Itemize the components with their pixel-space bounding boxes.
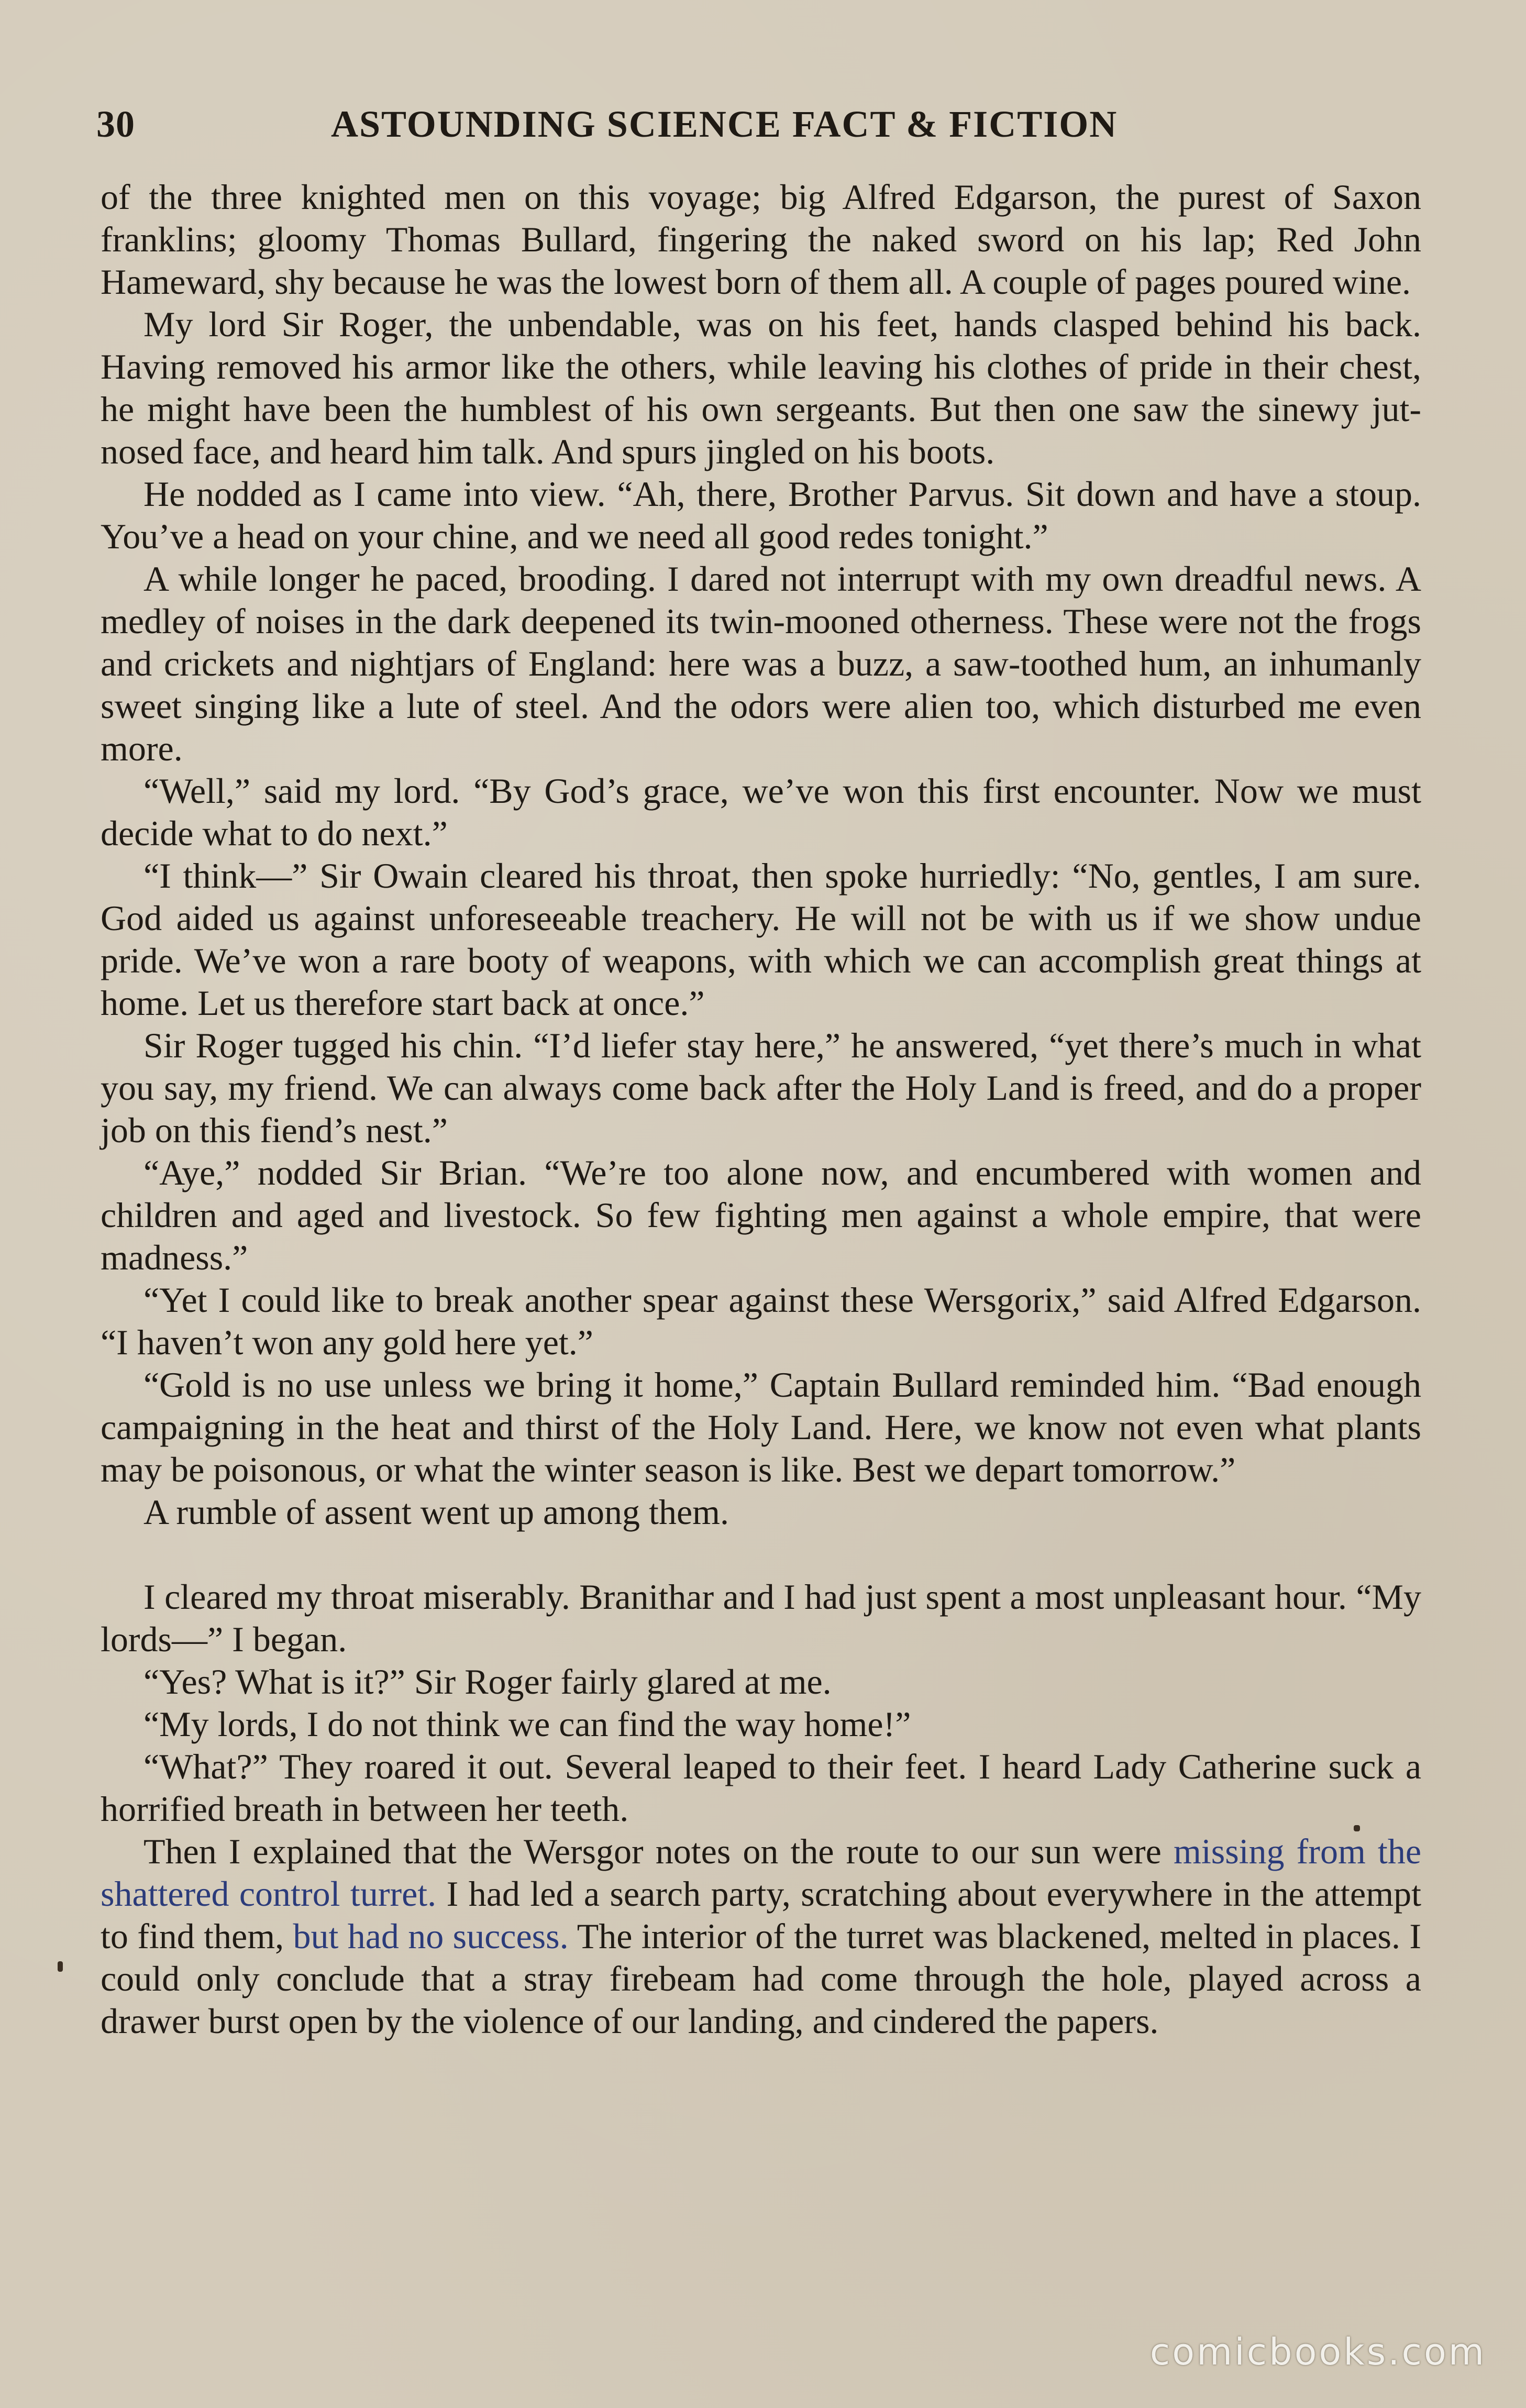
watermark: comicbooks.com (1149, 2330, 1486, 2373)
paragraph: “Yet I could like to break another spear against these Wersgorix,” said Alfred Edgarson. “I haven’t won any gold here yet.” (101, 1280, 1421, 1362)
paragraph-last (101, 1830, 1421, 2042)
paragraph: “Aye,” nodded Sir Brian. “We’re too alone now, and encumbered with women and children and aged and livestock. So few fighting men against a whole empire, that were madness.” (101, 1153, 1421, 1277)
paragraph: A rumble of assent went up among them. (143, 1492, 729, 1532)
paragraph: I cleared my throat miserably. Branithar and I had just spent a most unpleasant hour. “My lords—” I began. (101, 1577, 1421, 1659)
ink-blemish (1354, 1825, 1360, 1831)
paragraph: “I think—” Sir Owain cleared his throat, then spoke hurriedly: “No, gentles, I am sure. God aided us against unforeseeable treachery. He will not be with us if we show undue pride. We’ve won a rare booty of weapons, with which we can accomplish great things at home. Let us therefore start back at once.” (101, 856, 1421, 1023)
paragraph: Sir Roger tugged his chin. “I’d liefer stay here,” he answered, “yet there’s much in what you say, my friend. We can always come back after the Holy Land is freed, and do a proper job on this fiend’s nest.” (101, 1025, 1421, 1150)
paragraph: A while longer he paced, brooding. I dared not interrupt with my own dreadful news. A medley of noises in the dark deepened its twin-mooned otherness. These were not the frogs and crickets and nightjars of England: here was a buzz, a saw-toothed hum, an inhumanly sweet singing like a lute of steel. And the odors were alien too, which disturbed me even more. (101, 559, 1421, 768)
text-segment-blue: missing from the shattered control turret. (101, 1831, 1422, 1914)
ink-blemish (58, 1961, 63, 1972)
text-segment-blue: but had no success. (293, 1916, 569, 1956)
paragraph: of the three knighted men on this voyage; big Alfred Edgarson, the purest of Saxon franklins; gloomy Thomas Bullard, fingering the naked sword on his lap; Red John Hameward, shy because he was the lowest born of them all. A couple of pages poured wine. (101, 177, 1421, 302)
text-segment: Then I explained that the Wersgor notes on the route to our sun were (143, 1831, 1174, 1871)
paragraph: My lord Sir Roger, the unbendable, was on his feet, hands clasped behind his back. Having removed his armor like the others, while leaving his clothes of pride in their chest, he might have been the humblest of his own sergeants. But then one saw the sinewy jut-nosed face, and heard him talk. And spurs jingled on his boots. (101, 304, 1421, 471)
paragraph: “Gold is no use unless we bring it home,” Captain Bullard reminded him. “Bad enough campaigning in the heat and thirst of the Holy Land. Here, we know not even what plants may be poisonous, or what the winter season is like. Best we depart tomorrow.” (101, 1365, 1421, 1489)
section-break (101, 1533, 1421, 1576)
text-segment: I had led a search party, scratching about everywhere in the attempt to find them, (101, 1874, 1421, 1956)
paragraph: “Yes? What is it?” Sir Roger fairly glared at me. (143, 1662, 832, 1702)
paragraph: “My lords, I do not think we can find the way home!” (143, 1704, 911, 1744)
paragraph: “Well,” said my lord. “By God’s grace, we’ve won this first encounter. Now we must decide what to do next.” (101, 771, 1421, 853)
paragraph: He nodded as I came into view. “Ah, there, Brother Parvus. Sit down and have a stoup. You’ve a head on your chine, and we need all good redes tonight.” (101, 474, 1421, 556)
paragraph: “What?” They roared it out. Several leaped to their feet. I heard Lady Catherine suck a horrified breath in between her teeth. (101, 1747, 1421, 1829)
text-segment: The interior of the turret was blackened, melted in places. I could only conclude that a stray firebeam had come through the hole, played across a drawer burst open by the violence of our landing, and cindered the papers. (101, 1916, 1421, 2041)
page-number: 30 (96, 103, 135, 145)
page-header (96, 103, 1421, 155)
story-text (101, 176, 1421, 2042)
running-head: ASTOUNDING SCIENCE FACT & FICTION (331, 103, 1118, 145)
